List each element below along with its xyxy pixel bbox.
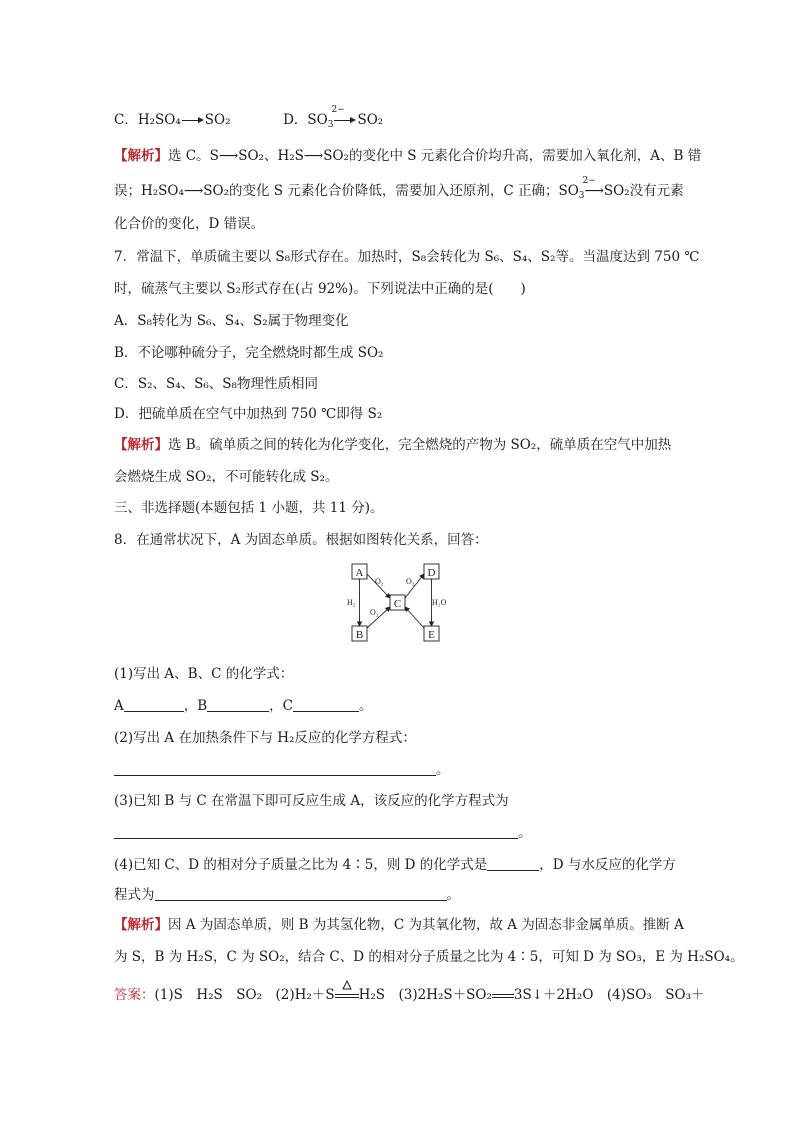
analysis-tag: 【解析】 [114,148,168,164]
analysis-tag: 【解析】 [114,917,168,933]
reaction-arrow-icon [182,116,204,126]
q8-analysis-line-1: 【解析】因 A 为固态单质，则 B 为其氢化物，C 为其氧化物，故 A 为固态非金属单质。推断 A [114,917,684,933]
answer-blank-equation-3[interactable] [114,824,518,839]
q7-option-b: B．不论哪种硫分子，完全燃烧时都生成 SO₂ [114,345,384,361]
q8-part-1: (1)写出 A、B、C 的化学式： [114,666,294,682]
reaction-arrow-icon [334,116,356,126]
q6-option-c: C．H₂SO₄ [114,112,181,128]
q7-option-c: C．S₂、S₄、S₆、S₈物理性质相同 [114,376,318,392]
answer-blank-equation-2[interactable] [114,761,436,776]
label-a-b: H₂ [347,598,356,607]
answer-blank-d[interactable] [487,856,539,871]
q8-part-2: (2)写出 A 在加热条件下与 H₂反应的化学方程式： [114,730,416,746]
node-b: B [355,629,364,641]
q8-part-3: (3)已知 B 与 C 在常温下即可反应生成 A，该反应的化学方程式为 [114,793,509,809]
q7-analysis-line-1: 【解析】选 B。硫单质之间的转化为化学变化，完全燃烧的产物为 SO₂，硫单质在空气中加热 [114,437,672,453]
q6-option-d: D．SO [283,112,328,128]
sulfite-ion: $_3$ 2− [327,105,345,130]
q6-analysis-line-3: 化合价的变化，D 错误。 [114,216,265,232]
arrow-e-to-c [405,607,424,628]
node-d: D [427,567,436,579]
node-e: E [428,629,435,641]
q6-analysis-line-1: 【解析】选 C。S⟶SO₂、H₂S⟶SO₂的变化中 S 元素化合价均升高，需要加入氧化剂，A、B 错 [114,148,702,164]
q7-stem-1: 7．常温下，单质硫主要以 S₈形式存在。加热时，S₈会转化为 S₆、S₄、S₂等。当温度达到 750 ℃ [114,249,700,265]
sulfite-ion: $_3$ 2− [578,176,596,201]
answer-blank-a[interactable] [124,697,184,712]
answer-line: 答案：(1)S H₂S SO₂ (2)H₂＋S H₂S (3)2H₂S＋SO₂ 3S↓＋2H₂O (4)SO₃ SO₃＋ [114,985,704,1005]
node-c: C [393,598,402,610]
label-d-e: H₂O [432,598,447,607]
answer-blank-c[interactable] [293,697,359,712]
answer-blank-equation-4[interactable] [155,886,447,901]
q8-part-3-blank: 。 [114,823,532,843]
q7-stem-2: 时，硫蒸气主要以 S₂形式存在(占 92%)。下列说法中正确的是( ) [114,281,526,297]
q6-option-d-product: SO₂ [357,112,384,128]
q8-stem: 8．在通常状况下，A 为固态单质。根据如图转化关系，回答： [114,532,488,548]
q6-options-line [114,105,384,135]
q8-part-4-line-1: (4)已知 C、D 的相对分子质量之比为 4∶5，则 D 的化学式是 ，D 与水反应的化学方 [114,857,676,873]
equals-mark-icon [492,991,514,1001]
q7-option-a: A．S₈转化为 S₆、S₄、S₂属于物理变化 [114,313,349,329]
q8-analysis-line-2: 为 S，B 为 H₂S，C 为 SO₂，结合 C、D 的相对分子质量之比为 4∶5，可知 D 为 SO₃，E 为 H₂SO₄。 [114,949,744,965]
label-a-c: O₂ [375,577,384,586]
q8-part-4-line-2: 程式为 。 [114,887,460,903]
node-a: A [355,567,364,579]
answer-blank-b[interactable] [207,697,269,712]
q7-option-d: D．把硫单质在空气中加热到 750 ℃即得 S₂ [114,406,383,422]
section-heading: 三、非选择题(本题包括 1 小题，共 11 分)。 [114,500,384,516]
label-c-d: O₂ [406,577,415,586]
analysis-tag: 【解析】 [114,437,168,453]
q8-part-1-blanks: A ，B ，C 。 [114,698,373,714]
q8-part-2-blank: 。 [114,760,450,780]
q6-analysis-line-2: 误；H₂SO₄⟶SO₂的变化 S 元素化合价降低，需要加入还原剂，C 正确；$SO_3$ 2− ⟶SO₂没有元素 [114,181,684,206]
q7-analysis-line-2: 会燃烧生成 SO₂，不可能转化成 S₂。 [114,469,339,485]
label-b-c: O₂ [370,608,379,617]
answer-tag: 答案： [114,987,155,1003]
q6-option-c-product: SO₂ [204,112,231,128]
conversion-diagram [348,562,448,652]
heating-condition-icon [335,991,359,1001]
